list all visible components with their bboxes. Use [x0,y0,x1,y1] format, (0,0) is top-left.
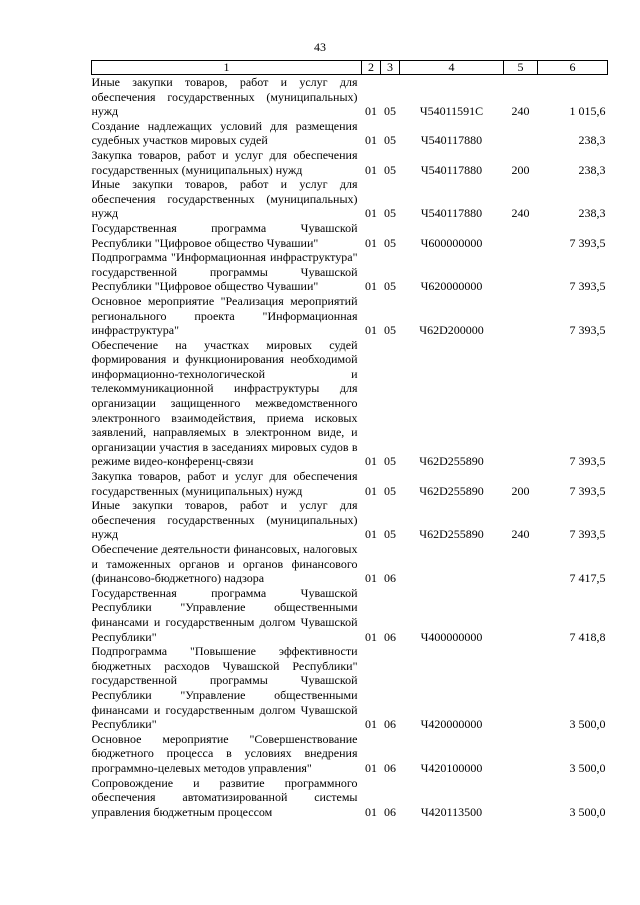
table-row [92,221,608,250]
table-body [92,75,608,820]
row-name-cell: Сопровождение и развитие программного обеспечения автоматизированной системы управления бюджетным процессом [91,775,358,819]
table-row [92,75,608,119]
row-subsection-cell: 05 [384,133,396,148]
table-row [92,644,608,732]
row-expense-type-cell [504,776,538,820]
row-name-cell: Основное мероприятие "Совершенствование бюджетного процесса в условиях внедрения программно-целевых методов управления" [91,731,358,775]
row-expense-type-cell [504,644,538,732]
table-row [92,469,608,498]
row-amount-cell: 3 500,0 [569,804,606,819]
row-name-cell: Иные закупки товаров, работ и услуг для обеспечения государственных (муниципальных) нужд [91,498,358,542]
page-number: 43 [314,40,326,54]
row-amount-cell: 7 418,8 [569,629,606,644]
row-section-cell: 01 [365,527,377,542]
table-row [92,119,608,148]
row-section-cell: 01 [365,133,377,148]
row-name-cell: Обеспечение деятельности финансовых, налоговых и таможенных органов и органов финансового (финансово-бюджетного) надзора [91,542,358,586]
row-subsection-cell: 05 [384,323,396,338]
row-amount-cell: 7 393,5 [569,527,606,542]
row-expense-type-cell [504,294,538,338]
row-subsection-cell: 05 [384,206,396,221]
row-section-cell: 01 [365,483,377,498]
row-name-cell: Закупка товаров, работ и услуг для обеспечения государственных (муниципальных) нужд [91,147,358,177]
row-target-code-cell: Ч620000000 [420,279,483,294]
row-target-code-cell: Ч540117880 [420,206,483,221]
row-target-code-cell [400,542,504,586]
row-section-cell: 01 [365,717,377,732]
row-section-cell: 01 [365,104,377,119]
row-expense-type-cell: 240 [511,104,530,119]
row-section-cell: 01 [365,235,377,250]
row-expense-type-cell: 200 [511,162,530,177]
column-header-subsection: 3 [381,61,400,75]
row-amount-cell: 7 417,5 [569,571,606,586]
row-subsection-cell: 06 [384,571,396,586]
row-target-code-cell: Ч62D255890 [419,454,484,469]
row-section-cell: 01 [365,279,377,294]
row-expense-type-cell [504,586,538,644]
row-section-cell: 01 [365,454,377,469]
row-subsection-cell: 06 [384,760,396,775]
row-name-cell: Государственная программа Чувашской Республики "Управление общественными финансами и государственным долгом Чувашской Республики" [91,585,358,644]
row-subsection-cell: 05 [384,279,396,294]
table-row [92,148,608,177]
row-amount-cell: 7 393,5 [569,235,606,250]
row-amount-cell: 7 393,5 [569,483,606,498]
column-header-expense-type: 5 [504,61,538,75]
row-target-code-cell: Ч62D255890 [419,483,484,498]
row-target-code-cell: Ч400000000 [420,629,483,644]
row-subsection-cell: 06 [384,717,396,732]
row-target-code-cell: Ч540117880 [420,133,483,148]
row-amount-cell: 3 500,0 [569,717,606,732]
row-subsection-cell: 05 [384,527,396,542]
column-header-target-code: 4 [400,61,504,75]
table-row [92,586,608,644]
row-expense-type-cell: 200 [511,483,530,498]
row-amount-cell: 7 393,5 [569,279,606,294]
row-target-code-cell: Ч62D200000 [419,323,484,338]
row-target-code-cell: Ч54011591С [419,104,484,119]
row-section-cell: 01 [365,206,377,221]
column-header-name: 1 [92,61,362,75]
row-expense-type-cell [504,221,538,250]
row-subsection-cell: 05 [384,235,396,250]
row-expense-type-cell [504,250,538,294]
row-subsection-cell: 05 [384,162,396,177]
row-amount-cell: 1 015,6 [569,104,606,119]
row-name-cell: Основное мероприятие "Реализация мероприятий регионального проекта "Информационная инфраструктура" [91,293,358,338]
row-amount-cell: 238,3 [578,133,606,148]
row-name-cell: Государственная программа Чувашской Республики "Цифровое общество Чувашии" [91,220,358,250]
budget-table [91,60,608,819]
row-name-cell: Подпрограмма "Информационная инфраструктура" государственной программы Чувашской Республики "Цифровое общество Чувашии" [91,250,358,294]
row-name-cell: Иные закупки товаров, работ и услуг для обеспечения государственных (муниципальных) нужд [91,177,358,221]
table-row [92,338,608,469]
table-row [92,542,608,586]
row-section-cell: 01 [365,760,377,775]
row-target-code-cell: Ч540117880 [420,162,483,177]
row-target-code-cell: Ч420113500 [420,804,483,819]
row-section-cell: 01 [365,571,377,586]
row-subsection-cell: 05 [384,483,396,498]
column-header-amount: 6 [538,61,608,75]
row-expense-type-cell [504,119,538,148]
row-target-code-cell: Ч420100000 [420,760,483,775]
table-row [92,177,608,221]
row-name-cell: Создание надлежащих условий для размещения судебных участков мировых судей [91,118,358,148]
row-section-cell: 01 [365,323,377,338]
column-number-header-row [92,61,608,75]
column-header-section: 2 [362,61,381,75]
row-expense-type-cell: 240 [511,206,530,221]
table-row [92,294,608,338]
row-section-cell: 01 [365,629,377,644]
row-expense-type-cell [504,542,538,586]
row-name-cell: Закупка товаров, работ и услуг для обеспечения государственных (муниципальных) нужд [91,469,358,498]
row-subsection-cell: 06 [384,629,396,644]
row-expense-type-cell [504,732,538,776]
row-amount-cell: 3 500,0 [569,760,606,775]
table-row [92,732,608,776]
row-subsection-cell: 05 [384,104,396,119]
table-row [92,250,608,294]
row-name-cell: Иные закупки товаров, работ и услуг для обеспечения государственных (муниципальных) нужд [91,75,358,119]
row-target-code-cell: Ч62D255890 [419,527,484,542]
table-row [92,776,608,820]
row-name-cell: Подпрограмма "Повышение эффективности бюджетных расходов Чувашской Республики" государственной программы Чувашской Республики "Управление общественными финансами и государственным долгом Чувашской Республики" [91,644,358,732]
row-target-code-cell: Ч420000000 [420,717,483,732]
row-amount-cell: 238,3 [578,162,606,177]
table-row [92,498,608,542]
row-section-cell: 01 [365,162,377,177]
row-expense-type-cell [504,338,538,469]
row-expense-type-cell: 240 [511,527,530,542]
row-subsection-cell: 05 [384,454,396,469]
row-name-cell: Обеспечение на участках мировых судей формирования и функционирования необходимой информационно-технологической и телекоммуникационной инфраструктуры для организации защищенного межведомственного электронного взаимодействия, приема исковых заявлений, направляемых в электронном виде, и организации участия в заседаниях мировых судов в режиме видео-конференц-связи [91,337,358,469]
row-amount-cell: 7 393,5 [569,454,606,469]
row-target-code-cell: Ч600000000 [420,235,483,250]
row-section-cell: 01 [365,804,377,819]
row-subsection-cell: 06 [384,804,396,819]
row-amount-cell: 238,3 [578,206,606,221]
row-amount-cell: 7 393,5 [569,323,606,338]
